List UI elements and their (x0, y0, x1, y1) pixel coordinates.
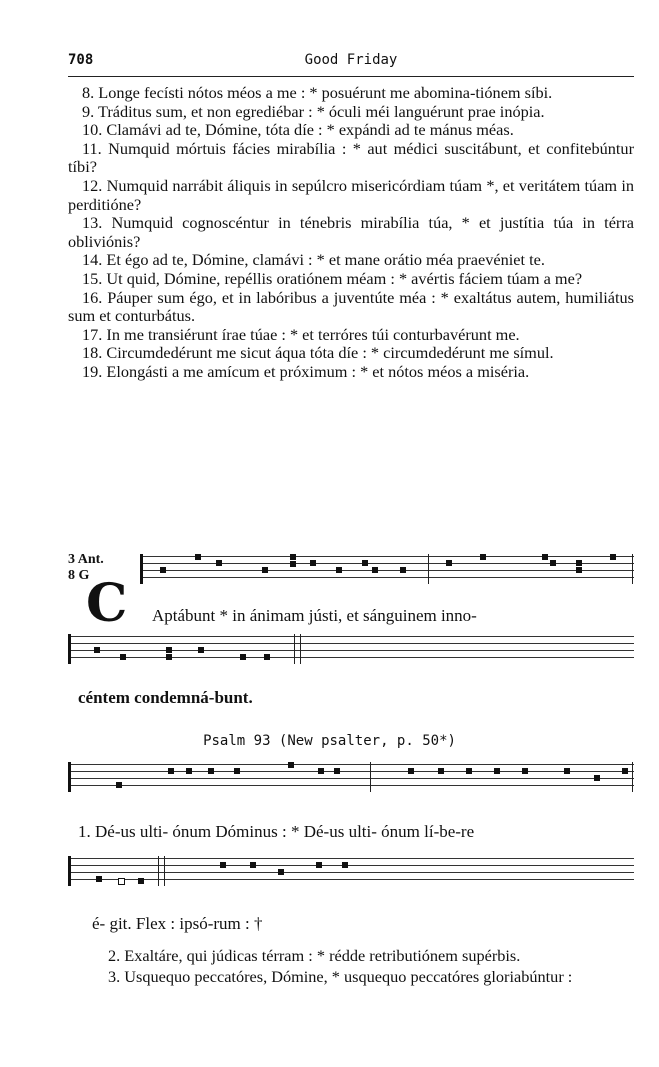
verse: 8. Longe fecísti nótos méos a me : * posuérunt me abomina-tiónem síbi. (82, 83, 553, 102)
page-header (68, 52, 634, 74)
page-number: 708 (68, 52, 94, 68)
antiphon-lyric-1: Aptábunt * in ánimam jústi, et sánguinem inno- (152, 606, 477, 625)
psalm-intonation-lyric: 1. Dé-us ulti- ónum Dóminus : * Dé-us ulti- ónum lí-be-re (78, 822, 475, 841)
verse: 14. Et égo ad te, Dómine, clamávi : * et mane orátio méa praevéniet te. (82, 250, 545, 270)
clef-icon (68, 634, 75, 664)
clef-icon (68, 856, 75, 886)
antiphon-mode: 8 G (68, 568, 90, 583)
header-rule (68, 76, 634, 77)
clef-icon (140, 554, 147, 584)
verse: 15. Ut quid, Dómine, repéllis oratiónem méam : * avértis fáciem túam a me? (82, 268, 583, 288)
verse: 11. Numquid mórtuis fácies mirabília : * aut médici suscitábunt, et confitebúntur tíbi? (68, 138, 634, 177)
antiphon-initial: C (86, 573, 128, 634)
verse: 19. Elongásti a me amícum et próximum : * et nótos méos a miséria. (82, 361, 530, 381)
psalm-staff-1 (68, 764, 634, 790)
psalm-ending-lyric: é- git. Flex : ipsó-rum : † (92, 914, 263, 933)
verse: 13. Numquid cognoscéntur in ténebris mirabília túa, * et justítia túa in térra obliviónis? (68, 213, 634, 251)
antiphon-staff-1 (140, 556, 634, 582)
clef-icon (68, 762, 75, 792)
psalm-staff-2 (68, 858, 634, 884)
antiphon-lyric-2: céntem condemná-bunt. (78, 688, 253, 707)
verse: 18. Circumdedérunt me sicut áqua tóta díe : * circumdedérunt me símul. (82, 343, 554, 363)
verse: 9. Tráditus sum, et non egrediébar : * óculi méi languérunt prae inópia. (82, 101, 545, 121)
page-title: Good Friday (304, 52, 398, 68)
antiphon-staff-2 (68, 636, 634, 662)
antiphon-number: 3 Ant. (68, 552, 104, 567)
psalm-title: Psalm 93 (New psalter, p. 50*) (203, 733, 456, 749)
verse: 12. Numquid narrábit áliquis in sepúlcro misericórdiam túam *, et veritátem túam in perditióne? (68, 175, 634, 214)
verse: 16. Páuper sum égo, et in labóribus a juventúte méa : * exaltátus autem, humiliátus sum et conturbátus. (68, 287, 634, 326)
psalm-verse: 2. Exaltáre, qui júdicas térram : * rédde retributiónem supérbis. (108, 946, 521, 965)
verse: 10. Clamávi ad te, Dómine, tóta díe : * expándi ad te mánus méas. (82, 120, 514, 140)
psalm-verse: 3. Usquequo peccatóres, Dómine, * usquequo peccatóres gloriabúntur : (108, 967, 573, 986)
verse: 17. In me transiérunt írae túae : * et terróres túi conturbavérunt me. (82, 324, 520, 344)
verse-list (68, 84, 634, 382)
